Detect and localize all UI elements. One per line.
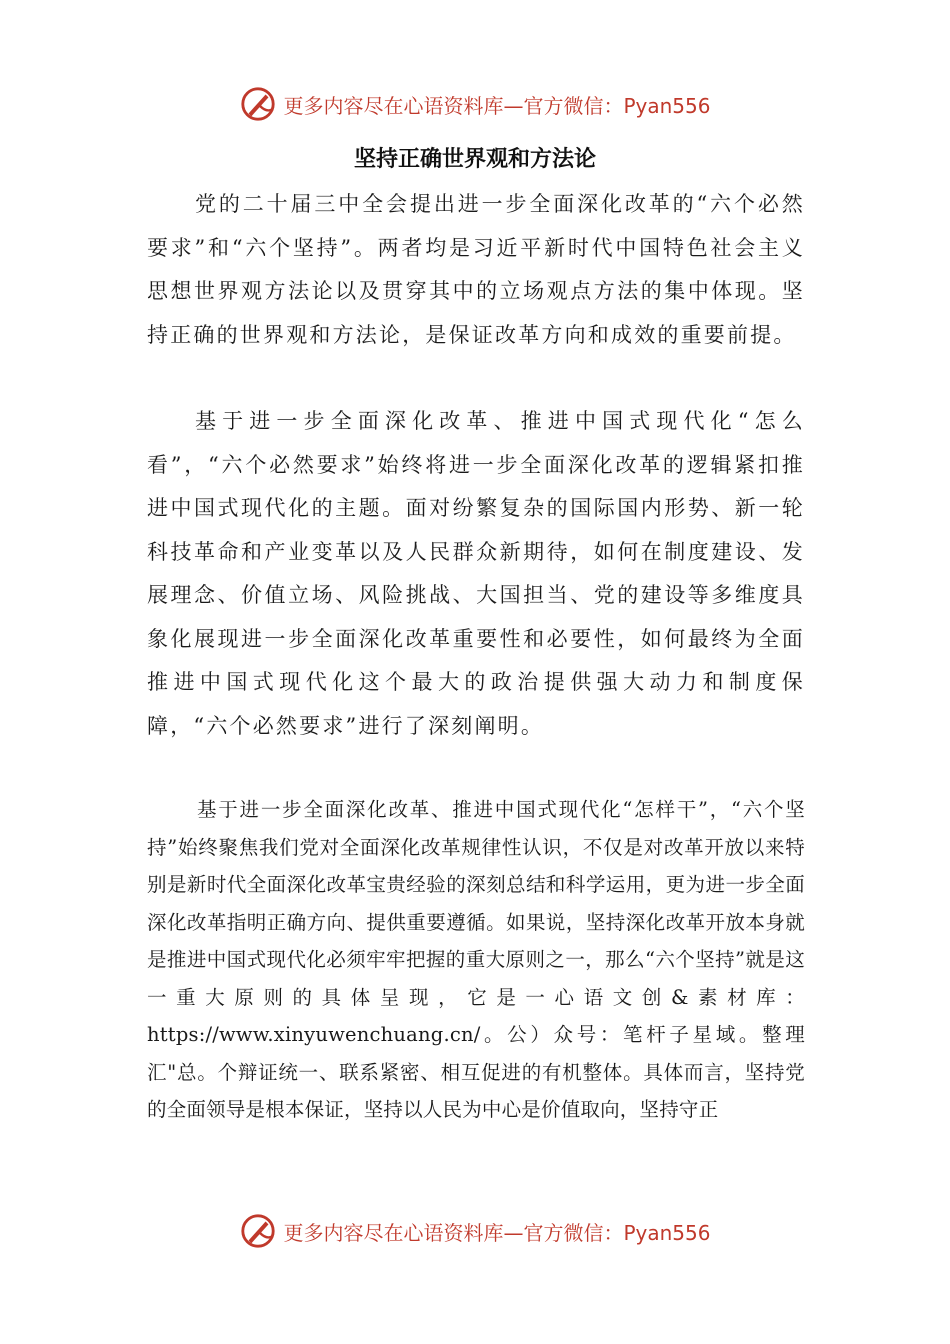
pen-logo-icon [239,85,277,123]
header-banner-text: 更多内容尽在心语资料库—官方微信：Pyan556 [283,93,711,118]
footer-banner [0,1209,950,1253]
paragraph-2: 基于进一步全面深化改革、推进中国式现代化“怎么看”，“六个必然要求”始终将进一步全面深化改革的逻辑紧扣推进中国式现代化的主题。面对纷繁复杂的国际国内形势、新一轮科技革命和产业变革以及人民群众新期待，如何在制度建设、发展理念、价值立场、风险挑战、大国担当、党的建设等多维度具象化展现进一步全面深化改革重要性和必要性，如何最终为全面推进中国式现代化这个最大的政治提供强大动力和制度保障，“六个必然要求”进行了深刻阐明。 [147,409,805,738]
paragraph-1: 党的二十届三中全会提出进一步全面深化改革的“六个必然要求”和“六个坚持”。两者均是习近平新时代中国特色社会主义思想世界观方法论以及贯穿其中的立场观点方法的集中体现。坚持正确的世界观和方法论，是保证改革方向和成效的重要前提。 [147,192,805,347]
document-title: 坚持正确世界观和方法论 [353,146,596,172]
paragraph-3: 基于进一步全面深化改革、推进中国式现代化“怎样干”，“六个坚持”始终聚焦我们党对全面深化改革规律性认识，不仅是对改革开放以来特别是新时代全面深化改革宝贵经验的深刻总结和科学运用，更为进一步全面深化改革指明正确方向、提供重要遵循。如果说，坚持深化改革开放本身就是推进中国式现代化必须牢牢把握的重大原则之一，那么“六个坚持”就是这一重大原则的具体呈现，它是一心语文创&素材库：https://www.xinyuwenchuang.cn/。公）众号：笔杆子星域。整理汇"总。个辩证统一、联系紧密、相互促进的有机整体。具体而言，坚持党的全面领导是根本保证，坚持以人民为中心是价值取向，坚持守正 [147,798,805,1121]
header-banner [0,82,950,126]
footer-banner-text: 更多内容尽在心语资料库—官方微信：Pyan556 [283,1220,711,1245]
pen-logo-icon [239,1212,277,1250]
